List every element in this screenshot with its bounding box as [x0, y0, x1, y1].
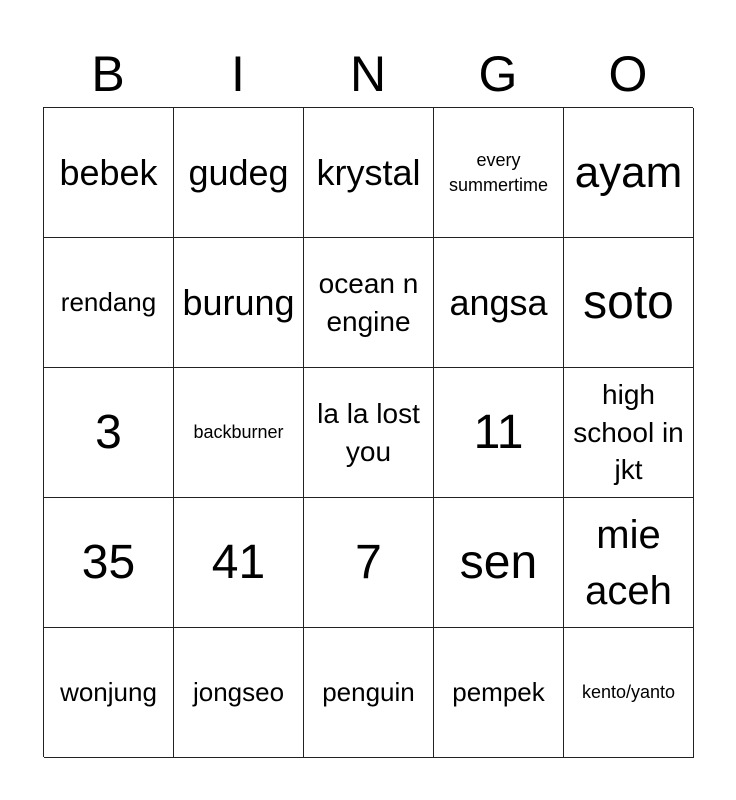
bingo-cell[interactable] — [174, 498, 304, 628]
bingo-cell[interactable] — [174, 238, 304, 368]
cell-text: bebek — [59, 152, 158, 193]
bingo-cell[interactable] — [174, 628, 304, 758]
bingo-cell[interactable] — [174, 368, 304, 498]
cell-text: la la lost you — [317, 397, 420, 467]
cell-text: gudeg — [188, 152, 289, 193]
cell-text: ocean n engine — [318, 267, 419, 337]
cell-text: soto — [583, 275, 674, 329]
cell-text: backburner — [193, 422, 284, 443]
cell-text: 35 — [81, 535, 136, 589]
cell-text: sen — [459, 535, 538, 589]
header-letter-i: I — [231, 46, 245, 102]
bingo-cell[interactable] — [564, 628, 694, 758]
cell-text: every summertime — [448, 150, 548, 195]
bingo-cell[interactable] — [44, 238, 174, 368]
bingo-cell[interactable] — [564, 368, 694, 498]
bingo-cell[interactable] — [304, 368, 434, 498]
cell-text: burung — [182, 282, 295, 323]
cell-text: pempek — [452, 676, 545, 707]
cell-text: 41 — [211, 535, 266, 589]
cell-text: high school in jkt — [573, 378, 684, 486]
cell-text: rendang — [60, 286, 157, 317]
header-letter-g: G — [478, 46, 518, 102]
cell-text: ayam — [574, 147, 683, 197]
bingo-board — [43, 107, 693, 757]
cell-text: 3 — [95, 405, 122, 459]
cell-text: penguin — [322, 676, 415, 707]
bingo-cell[interactable] — [44, 628, 174, 758]
cell-text: krystal — [316, 152, 421, 193]
bingo-cell[interactable] — [434, 108, 564, 238]
cell-text: mie aceh — [585, 512, 672, 613]
bingo-cell[interactable] — [174, 108, 304, 238]
bingo-cell[interactable] — [44, 108, 174, 238]
bingo-cell[interactable] — [44, 368, 174, 498]
bingo-cell[interactable] — [564, 238, 694, 368]
bingo-cell[interactable] — [564, 108, 694, 238]
bingo-cell[interactable] — [564, 498, 694, 628]
bingo-cell[interactable] — [44, 498, 174, 628]
cell-text: 11 — [473, 405, 524, 459]
cell-text: 7 — [355, 535, 382, 589]
bingo-cell[interactable] — [304, 238, 434, 368]
header-letter-b: B — [91, 46, 125, 102]
bingo-cell[interactable] — [304, 108, 434, 238]
bingo-cell[interactable] — [434, 498, 564, 628]
bingo-cell[interactable] — [434, 238, 564, 368]
bingo-cell[interactable] — [304, 628, 434, 758]
bingo-cell[interactable] — [434, 368, 564, 498]
header-letter-n: N — [349, 46, 387, 102]
cell-text: kento/yanto — [581, 682, 676, 703]
header-letter-o: O — [608, 46, 648, 102]
cell-text: jongseo — [192, 676, 285, 707]
bingo-cell[interactable] — [304, 498, 434, 628]
bingo-cell[interactable] — [434, 628, 564, 758]
cell-text: wonjung — [60, 676, 157, 707]
cell-text: angsa — [449, 282, 548, 323]
bingo-header — [43, 40, 693, 108]
